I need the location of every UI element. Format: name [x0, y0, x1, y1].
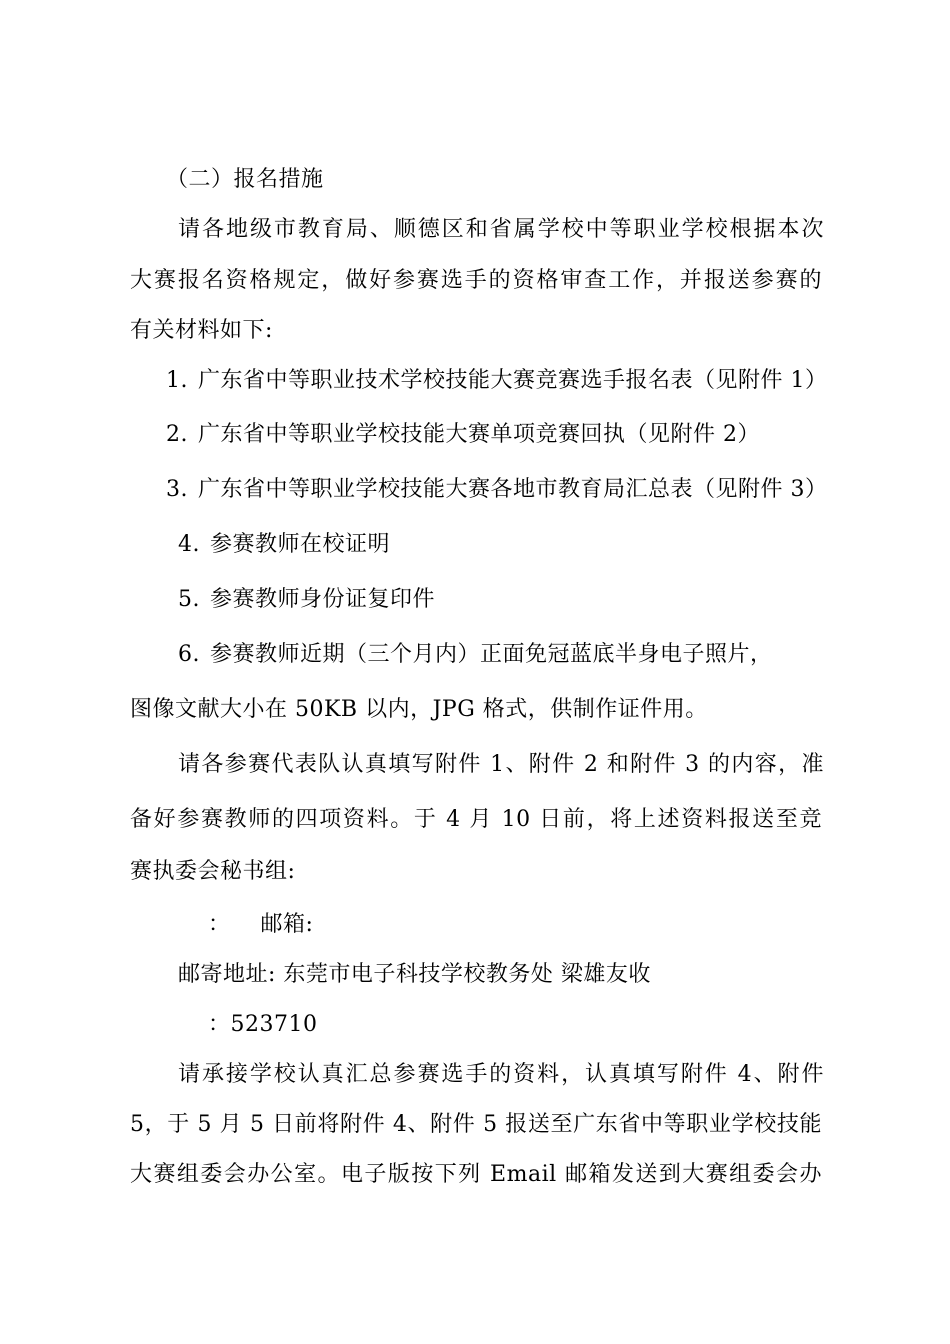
submit-line-1: 请各参赛代表队认真填写附件 1、附件 2 和附件 3 的内容，准: [178, 752, 824, 777]
list-item-number: 4.: [178, 532, 200, 557]
list-item-4: [178, 530, 390, 560]
list-item-1: [166, 366, 828, 396]
list-item-text: 参赛教师身份证复印件: [210, 587, 436, 612]
submit-line-3: 赛执委会秘书组:: [130, 859, 296, 884]
list-item-2: [166, 420, 760, 450]
closing-line-3: 大赛组委会办公室。电子版按下列 Email 邮箱发送到大赛组委会办: [130, 1162, 822, 1187]
list-item-3: [166, 475, 828, 505]
list-item-text: 广东省中等职业学校技能大赛各地市教育局汇总表（见附件 3）: [198, 477, 828, 502]
contact-email-line: ： 邮箱:: [208, 912, 314, 937]
intro-line-3: 有关材料如下:: [130, 318, 273, 343]
list-item-text: 参赛教师近期（三个月内）正面免冠蓝底半身电子照片，: [210, 642, 773, 667]
list-item-text: 广东省中等职业技术学校技能大赛竞赛选手报名表（见附件 1）: [198, 368, 828, 393]
contact-postcode: ：523710: [208, 1012, 318, 1037]
intro-line-2: 大赛报名资格规定，做好参赛选手的资格审查工作，并报送参赛的: [130, 268, 822, 293]
list-item-number: 5.: [178, 587, 200, 612]
list-item-5: [178, 585, 435, 615]
list-item-number: 1.: [166, 368, 188, 393]
contact-address: 邮寄地址: 东莞市电子科技学校教务处 梁雄友收: [178, 962, 651, 987]
closing-line-2: 5，于 5 月 5 日前将附件 4、附件 5 报送至广东省中等职业学校技能: [130, 1112, 822, 1137]
list-item-6-continuation: 图像文献大小在 50KB 以内，JPG 格式，供制作证件用。: [130, 697, 708, 722]
list-item-number: 2.: [166, 422, 188, 447]
list-item-text: 参赛教师在校证明: [210, 532, 391, 557]
list-item-number: 3.: [166, 477, 188, 502]
submit-line-2: 备好参赛教师的四项资料。于 4 月 10 日前，将上述资料报送至竞: [130, 807, 822, 832]
section-heading: （二）报名措施: [166, 167, 324, 192]
list-item-number: 6.: [178, 642, 200, 667]
intro-line-1: 请各地级市教育局、顺德区和省属学校中等职业学校根据本次: [178, 217, 824, 242]
closing-line-1: 请承接学校认真汇总参赛选手的资料，认真填写附件 4、附件: [178, 1062, 824, 1087]
list-item-text: 广东省中等职业学校技能大赛单项竞赛回执（见附件 2）: [198, 422, 760, 447]
list-item-6: [178, 640, 773, 670]
